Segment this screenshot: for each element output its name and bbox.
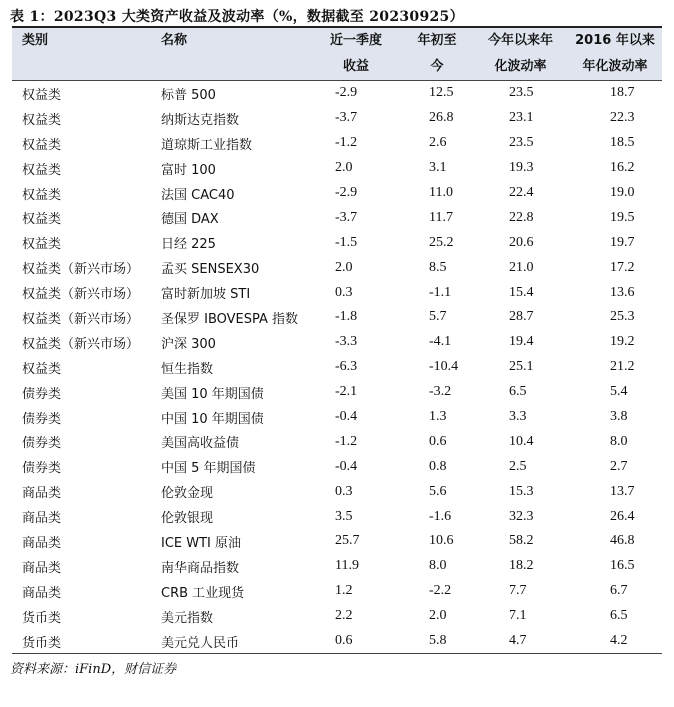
ytd-cell: 1.3 [429,409,447,425]
ytd-cell: 3.1 [429,160,447,176]
q-return-cell: 3.5 [335,508,353,524]
ytd-cell: 8.5 [429,259,447,275]
q-return-cell: -1.5 [335,234,358,250]
vol-2016-cell: 18.7 [610,85,635,101]
vol-ytd-cell: 28.7 [509,309,534,325]
category-cell: 商品类 [22,486,62,502]
table-row [12,131,662,156]
table-row [12,604,662,629]
q-return-cell: -0.4 [335,409,358,425]
name-cell: 中国 10 年期国债 [161,411,264,427]
vol-2016-cell: 19.2 [610,334,635,350]
category-cell: 债券类 [22,461,62,477]
table-row [12,181,662,206]
name-cell: ICE WTI 原油 [161,535,242,551]
table-row [12,280,662,305]
vol-2016-cell: 3.8 [610,409,628,425]
header-name: 名称 [161,33,188,48]
ytd-cell: 11.0 [429,185,453,200]
category-cell: 权益类 [22,361,62,377]
asset-returns-table [12,26,662,654]
header-category: 类别 [22,33,49,48]
name-cell: CRB 工业现货 [161,585,245,601]
vol-ytd-cell: 15.4 [509,284,534,300]
category-cell: 债券类 [22,386,62,402]
q-return-cell: 2.2 [335,608,353,624]
q-return-cell: -6.3 [335,359,358,375]
ytd-cell: 5.8 [401,629,473,654]
q-return-cell: -2.1 [335,384,358,400]
name-cell: 美国 10 年期国债 [161,386,264,402]
name-cell: 道琼斯工业指数 [161,137,253,153]
name-cell: 标普 500 [161,87,216,103]
table-row [12,230,662,255]
vol-2016-cell: 22.3 [610,110,635,126]
category-cell: 商品类 [22,585,62,601]
category-cell: 权益类（新兴市场） [22,311,140,327]
table-row [12,529,662,554]
table-body [12,81,662,654]
category-cell: 权益类 [22,162,62,178]
table-row [12,554,662,579]
name-cell: 富时新加坡 STI [161,287,251,303]
table-row [12,305,662,330]
vol-2016-cell: 16.2 [610,160,635,176]
ytd-cell: 0.8 [429,458,447,474]
category-cell: 债券类 [22,436,62,452]
vol-ytd-cell: 15.3 [509,483,534,499]
ytd-cell: 5.6 [429,483,447,499]
q-return-cell: 0.6 [311,629,401,654]
vol-ytd-cell: 10.4 [509,433,534,449]
category-cell: 商品类 [22,511,62,527]
table-row [12,405,662,430]
q-return-cell: -3.7 [335,209,358,225]
vol-ytd-cell: 23.5 [509,135,534,151]
vol-2016-cell: 18.5 [610,135,635,151]
q-return-cell: 25.7 [335,533,360,549]
name-cell: 沪深 300 [161,336,216,352]
vol-ytd-cell: 22.4 [509,185,534,200]
name-cell: 德国 DAX [161,212,219,228]
table-row [12,629,662,654]
header-vol-2016-line1: 2016 年以来 [575,33,655,48]
table-row [12,504,662,529]
vol-ytd-cell: 2.5 [509,458,527,474]
vol-2016-cell: 13.7 [610,483,635,499]
ytd-cell: 11.7 [429,209,453,225]
vol-ytd-cell: 7.1 [509,608,527,624]
header-ytd-line2: 今 [401,54,473,81]
vol-2016-cell: 25.3 [610,309,635,325]
source-note: 资料来源：iFinD，财信证券 [10,662,177,677]
header-vol-ytd-line1: 今年以来年 [487,33,553,48]
category-cell: 商品类 [22,560,62,576]
vol-ytd-cell: 21.0 [509,259,534,275]
name-cell: 美元指数 [161,610,214,626]
ytd-cell: -4.1 [429,334,452,350]
vol-2016-cell: 17.2 [610,259,635,275]
ytd-cell: 2.0 [429,608,447,624]
table-row [12,330,662,355]
table-row [12,579,662,604]
name-cell: 中国 5 年期国债 [161,461,256,477]
category-cell: 货币类 [12,629,151,654]
vol-2016-cell: 19.5 [610,209,635,225]
table-row [12,380,662,405]
category-cell: 权益类（新兴市场） [22,336,140,352]
vol-2016-cell: 8.0 [610,433,628,449]
table-header [12,27,662,81]
vol-2016-cell: 5.4 [610,384,628,400]
q-return-cell: -2.9 [335,85,358,101]
table-row [12,156,662,181]
ytd-cell: 25.2 [429,234,454,250]
category-cell: 权益类 [22,137,62,153]
category-cell: 货币类 [22,610,62,626]
name-cell: 美国高收益债 [161,436,240,452]
name-cell: 恒生指数 [161,361,214,377]
name-cell: 法国 CAC40 [161,187,235,203]
table-row [12,479,662,504]
category-cell: 权益类 [22,112,62,128]
name-cell: 伦敦金现 [161,486,214,502]
ytd-cell: 10.6 [429,533,454,549]
q-return-cell: -1.2 [335,433,358,449]
vol-2016-cell: 4.2 [568,629,662,654]
table-caption: 表 1：2023Q3 大类资产收益及波动率（%，数据截至 20230925） [10,9,464,25]
table-row [12,205,662,230]
q-return-cell: 2.0 [335,160,353,176]
vol-2016-cell: 6.5 [610,608,628,624]
vol-ytd-cell: 18.2 [509,558,534,574]
ytd-cell: 0.6 [429,433,447,449]
header-name-line2 [151,54,311,81]
q-return-cell: -2.9 [335,185,358,200]
table-row [12,106,662,131]
ytd-cell: -2.2 [429,583,452,599]
vol-2016-cell: 19.0 [610,185,635,200]
category-cell: 权益类 [22,87,62,103]
vol-2016-cell: 2.7 [610,458,628,474]
vol-2016-cell: 26.4 [610,508,635,524]
ytd-cell: -3.2 [429,384,452,400]
category-cell: 权益类（新兴市场） [22,287,140,303]
header-q-return-line1: 近一季度 [329,33,382,48]
vol-2016-cell: 6.7 [610,583,628,599]
vol-ytd-cell: 3.3 [509,409,527,425]
vol-ytd-cell: 19.4 [509,334,534,350]
vol-ytd-cell: 23.5 [509,85,534,101]
q-return-cell: 1.2 [335,583,353,599]
header-q-return-line2: 收益 [311,54,401,81]
q-return-cell: -0.4 [335,458,358,474]
ytd-cell: 2.6 [429,135,447,151]
vol-ytd-cell: 4.7 [473,629,568,654]
vol-2016-cell: 21.2 [610,359,635,375]
q-return-cell: -3.7 [335,110,358,126]
vol-ytd-cell: 32.3 [509,508,534,524]
q-return-cell: -1.8 [335,309,358,325]
vol-2016-cell: 46.8 [610,533,635,549]
vol-2016-cell: 13.6 [610,284,635,300]
ytd-cell: -10.4 [429,359,459,375]
q-return-cell: 2.0 [335,259,353,275]
header-vol-ytd-line2: 化波动率 [473,54,568,81]
table-row [12,429,662,454]
category-cell: 权益类（新兴市场） [22,262,140,278]
vol-ytd-cell: 23.1 [509,110,534,126]
ytd-cell: 26.8 [429,110,454,126]
category-cell: 权益类 [22,212,62,228]
ytd-cell: -1.1 [429,284,452,300]
name-cell: 孟买 SENSEX30 [161,262,260,278]
category-cell: 债券类 [22,411,62,427]
vol-ytd-cell: 25.1 [509,359,534,375]
name-cell: 富时 100 [161,162,216,178]
ytd-cell: -1.6 [429,508,452,524]
vol-ytd-cell: 19.3 [509,160,534,176]
table-row [12,81,662,106]
name-cell: 美元兑人民币 [151,629,311,654]
category-cell: 商品类 [22,535,62,551]
vol-2016-cell: 19.7 [610,234,635,250]
vol-2016-cell: 16.5 [610,558,635,574]
table-row [12,454,662,479]
header-ytd-line1: 年初至 [417,33,457,48]
category-cell: 权益类 [22,237,62,253]
vol-ytd-cell: 20.6 [509,234,534,250]
header-vol-2016-line2: 年化波动率 [568,54,662,81]
vol-ytd-cell: 58.2 [509,533,534,549]
category-cell: 权益类 [22,187,62,203]
ytd-cell: 5.7 [429,309,447,325]
ytd-cell: 12.5 [429,85,454,101]
q-return-cell: -1.2 [335,135,358,151]
q-return-cell: 11.9 [335,558,359,574]
vol-ytd-cell: 22.8 [509,209,534,225]
q-return-cell: -3.3 [335,334,358,350]
table-row [12,255,662,280]
name-cell: 南华商品指数 [161,560,240,576]
q-return-cell: 0.3 [335,483,353,499]
name-cell: 日经 225 [161,237,216,253]
ytd-cell: 8.0 [429,558,447,574]
name-cell: 圣保罗 IBOVESPA 指数 [161,311,299,327]
header-category-line2 [12,54,151,81]
vol-ytd-cell: 6.5 [509,384,527,400]
name-cell: 伦敦银现 [161,511,214,527]
vol-ytd-cell: 7.7 [509,583,527,599]
table-row [12,355,662,380]
name-cell: 纳斯达克指数 [161,112,240,128]
q-return-cell: 0.3 [335,284,353,300]
